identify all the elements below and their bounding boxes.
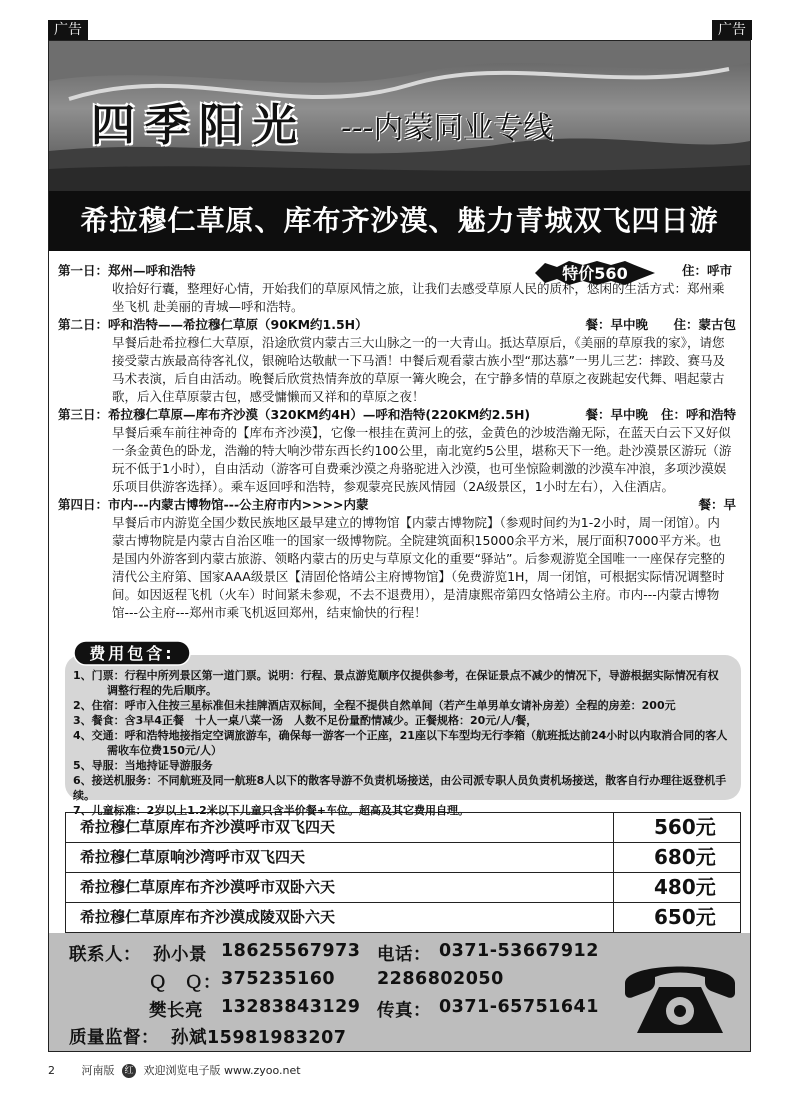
hero-subtitle: ---内蒙同业专线 xyxy=(341,111,554,146)
qq-label: Ｑ Ｑ： xyxy=(149,973,221,993)
day-stay: 住：蒙古包 xyxy=(673,317,736,332)
day-stay: 住：呼市 xyxy=(681,263,732,278)
route-price: 680元 xyxy=(654,845,716,869)
day-title: 第四日：市内---内蒙古博物馆---公主府市内>>>>内蒙 xyxy=(58,497,369,512)
route-price: 650元 xyxy=(654,905,716,929)
day-1 xyxy=(58,262,746,316)
fee-line: 4、交通：呼和浩特地接指定空调旅游车，确保每一游客一个正座，21座以下车型均无行李箱（航班抵达前24小时以内取消合同的客人 xyxy=(73,729,728,742)
day-body: 收拾好行囊，整理好心情，开始我们的草原风情之旅，让我们去感受草原人民的质朴，悠闲的生活方式：郑州乘坐飞机 赴美丽的青城—呼和浩特。 xyxy=(112,281,725,314)
day-4 xyxy=(58,496,746,622)
fees-tag xyxy=(73,640,191,666)
fee-line: 6、接送机服务：不同航班及同一航班8人以下的散客导游不负责机场接送，由公司派专职人员负责机场接送，散客自行办理往返登机手续。 xyxy=(73,774,727,802)
page-number: 2 xyxy=(48,1064,55,1077)
fee-line: 需收车位费150元/人） xyxy=(107,744,222,757)
day-header xyxy=(58,316,746,334)
publisher-logo-icon: 红 xyxy=(122,1064,136,1078)
route-name: 希拉穆仁草原库布齐沙漠成陵双卧六天 xyxy=(66,903,614,932)
quality-label: 质量监督： xyxy=(69,1028,159,1048)
day-title: 第三日：希拉穆仁草原—库布齐沙漠（320KM约4H）—呼和浩特(220KM约2.5H) xyxy=(58,407,531,422)
tel-label: 电话： xyxy=(377,945,431,965)
price-row xyxy=(66,843,740,873)
day-stay: 住：呼和浩特 xyxy=(660,407,736,422)
day-meal: 餐：早中晚 xyxy=(585,407,648,422)
quality-contact: 孙斌15981983207 xyxy=(171,1028,347,1048)
price-row xyxy=(66,903,740,932)
fee-line: 3、餐食：含3早4正餐 十人一桌八菜一汤 人数不足份量酌情减少。正餐规格：20元/人/餐， xyxy=(73,714,538,727)
route-price: 480元 xyxy=(654,875,716,899)
page-footer xyxy=(48,1062,301,1078)
tel-number: 0371-53667912 xyxy=(439,941,599,961)
day-header xyxy=(58,406,746,424)
price-row xyxy=(66,873,740,903)
fax-number: 0371-65751641 xyxy=(439,997,599,1017)
contact-block xyxy=(49,933,750,1051)
edition-label: 河南版 xyxy=(81,1064,115,1077)
contact-mobile-2: 13283843129 xyxy=(221,997,361,1017)
day-title: 第二日：呼和浩特——希拉穆仁草原（90KM约1.5H） xyxy=(58,317,368,332)
day-meal: 餐：早 xyxy=(698,497,736,512)
special-price-text: 特价560 xyxy=(562,264,628,283)
day-header xyxy=(58,262,746,280)
day-body: 早餐后市内游览全国少数民族地区最早建立的博物馆【内蒙古博物院】（参观时间约为1-2小时，周一闭馆）。内蒙古博物院是内蒙古自治区唯一的国家一级博物院。全院建筑面积15000余平方米，展厅面积7000平方米。也是国内外游客到内蒙古旅游、领略内蒙古的历史与草原文化的重要“驿站”。后参观游览全国唯一一座保存完整的清代公主府第、国家AAA级景区【清固伦恪靖公主府博物馆】（免费游览1H，周一闭馆，可根据实际情况调整时间。如因返程飞机（火车）时间紧未参观，不去不退费用），是清康熙帝第四女恪靖公主府。市内---内蒙古博物馆---公主府---郑州市乘飞机返回郑州，结束愉快的行程！ xyxy=(112,515,725,620)
fee-line: 调整行程的先后顺序。 xyxy=(107,684,217,697)
fee-line: 7、儿童标准：2岁以上1.2米以下儿童只含半价餐+车位。超高及其它费用自理。 xyxy=(73,804,470,817)
itinerary xyxy=(58,262,746,622)
qq-number-2: 2286802050 xyxy=(377,969,504,989)
website-text: 欢迎浏览电子版 www.zyoo.net xyxy=(143,1064,301,1077)
tour-title-banner: 希拉穆仁草原、库布齐沙漠、魅力青城双飞四日游 xyxy=(49,191,750,251)
contact-person-1: 孙小景 xyxy=(153,945,207,965)
fax-label: 传真： xyxy=(377,1001,431,1021)
qq-number-1: 375235160 xyxy=(221,969,336,989)
ad-label-right: 广告 xyxy=(712,20,752,40)
hero-banner xyxy=(49,41,750,191)
route-name: 希拉穆仁草原响沙湾呼市双飞四天 xyxy=(66,843,614,872)
fees-tag-text: 费用包含: xyxy=(89,644,175,663)
day-2 xyxy=(58,316,746,406)
day-header xyxy=(58,496,746,514)
hero-title: 四季阳光 xyxy=(91,100,307,151)
contact-mobile-1: 18625567973 xyxy=(221,941,361,961)
day-body: 早餐后乘车前往神奇的【库布齐沙漠】，它像一根挂在黄河上的弦，金黄色的沙坡浩瀚无际，在蓝天白云下又好似一条金黄色的卧龙，浩瀚的特大响沙带东西长约100公里，南北宽约5公里，堪称天下一绝。赴沙漠景区游玩（游玩不低于1小时），自由活动（游客可自费乘沙漠之舟骆驼进入沙漠，也可坐惊险刺激的沙漠车冲浪，多项沙漠娱乐项目供游客选择）。乘车返回呼和浩特，参观蒙亮民族风情园（2A级景区，1小时左右），入住酒店。 xyxy=(112,425,732,494)
contact-person-label: 联系人： xyxy=(69,945,141,965)
fee-line: 1、门票：行程中所列景区第一道门票。说明：行程、景点游览顺序仅提供参考，在保证景点不减少的情况下，导游根据实际情况有权 xyxy=(73,669,719,682)
contact-person-2: 樊长亮 xyxy=(149,1001,203,1021)
fee-line: 2、住宿：呼市入住按三星标准但未挂牌酒店双标间，全程不提供自然单间（若产生单男单女请补房差）全程的房差：200元 xyxy=(73,699,676,712)
day-3 xyxy=(58,406,746,496)
fees-included-box xyxy=(65,655,741,817)
price-table xyxy=(65,812,741,933)
day-title: 第一日：郑州—呼和浩特 xyxy=(58,263,196,278)
price-row xyxy=(66,813,740,843)
fee-line: 5、导服：当地持证导游服务 xyxy=(73,759,213,772)
route-name: 希拉穆仁草原库布齐沙漠呼市双飞四天 xyxy=(66,813,614,842)
telephone-icon xyxy=(619,953,741,1041)
route-name: 希拉穆仁草原库布齐沙漠呼市双卧六天 xyxy=(66,873,614,902)
ad-label-left: 广告 xyxy=(48,20,88,40)
route-price: 560元 xyxy=(654,815,716,839)
day-meal: 餐：早中晚 xyxy=(585,317,648,332)
day-body: 早餐后赴希拉穆仁大草原，沿途欣赏内蒙古三大山脉之一的一大青山。抵达草原后，《美丽的草原我的家》，请您接受蒙古族最高待客礼仪，银碗哈达敬献一下马酒！中餐后观看蒙古族小型“那达慕”一男儿三艺：摔跤、赛马及马术表演，后自由活动。晚餐后欣赏热情奔放的草原一篝火晚会，在宁静多情的草原之夜跳起安代舞、唱起蒙古歌，后入住草原蒙古包，感受慵懒而又祥和的草原之夜！ xyxy=(112,335,725,404)
